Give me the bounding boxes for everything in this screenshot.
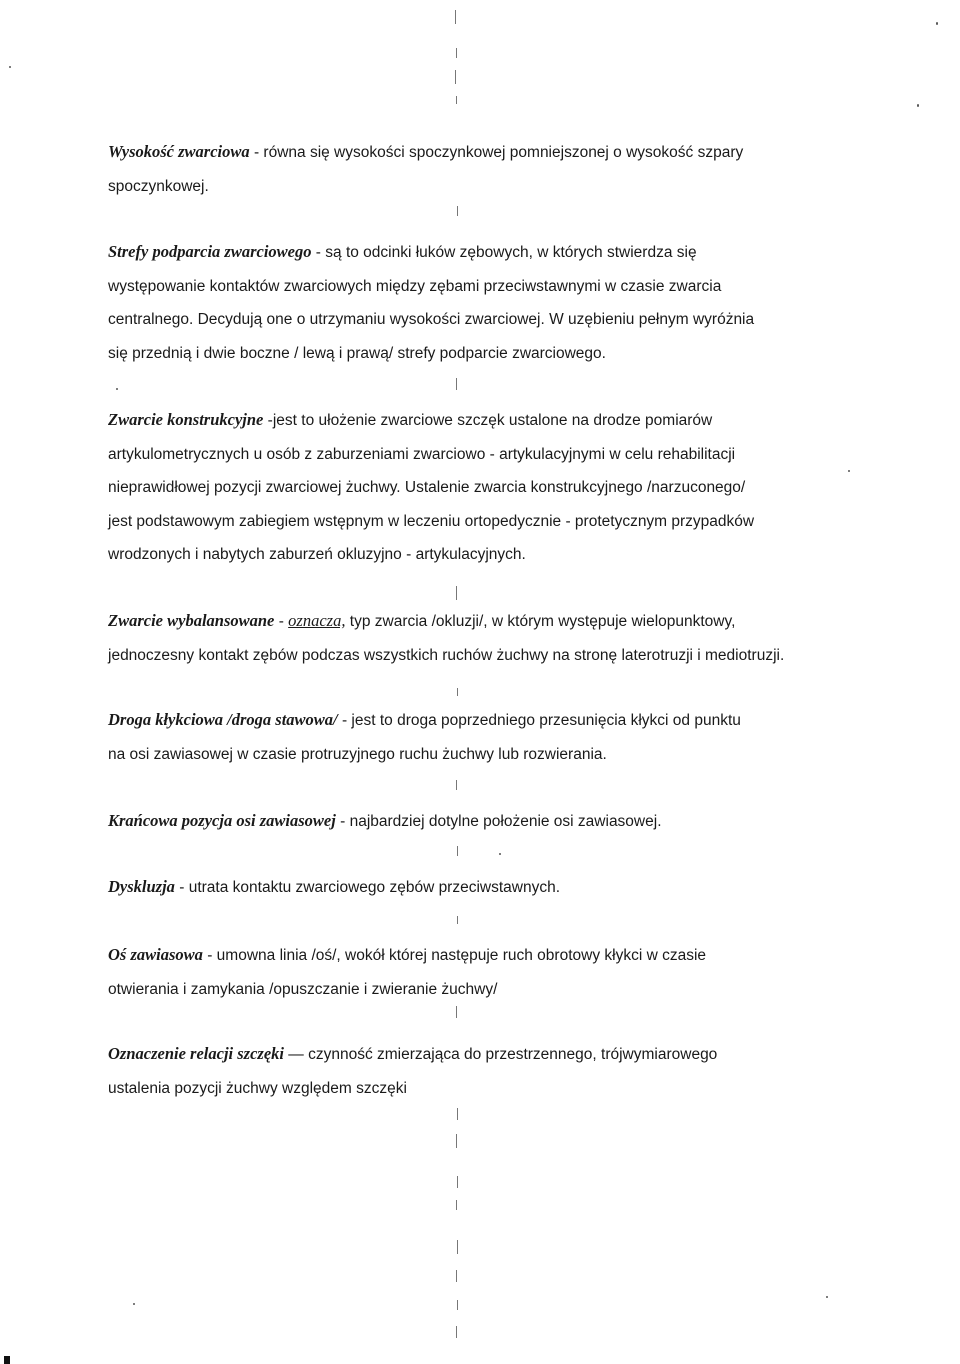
scan-artifact: [133, 1303, 135, 1305]
scan-artifact: [116, 388, 118, 390]
scan-artifact: [456, 48, 457, 58]
definition-term: Oznaczenie relacji szczęki: [108, 1044, 284, 1063]
definition-line: [108, 938, 898, 973]
definition-line: wrodzonych i nabytych zaburzeń okluzyjno - artykulacyjnych.: [108, 546, 526, 563]
scan-artifact: [456, 378, 457, 390]
definition-term: Droga kłykciowa /droga stawowa/: [108, 710, 338, 729]
scan-artifact: [455, 10, 456, 24]
scan-artifact: [848, 470, 850, 472]
scan-artifact: [456, 1134, 457, 1148]
definition-line: [108, 135, 898, 170]
definition-line: [108, 235, 898, 270]
scan-artifact: [457, 688, 458, 696]
definition-line: na osi zawiasowej w czasie protruzyjnego ruchu żuchwy lub rozwierania.: [108, 745, 607, 763]
definition-text: — czynność zmierzająca do przestrzennego, trójwymiarowego: [283, 1046, 718, 1063]
scan-artifact: [936, 22, 938, 25]
definition-os-zawiasowa: [108, 938, 898, 1006]
scan-artifact: [457, 1240, 458, 1254]
scan-artifact: [456, 1006, 457, 1018]
definition-term: Krańcowa pozycja osi zawiasowej: [108, 811, 336, 830]
scan-artifact: [917, 104, 919, 107]
definition-text: - utrata kontaktu zwarciowego zębów przeciwstawnych.: [174, 879, 561, 896]
definition-text: typ zwarcia /okluzji/, w którym występuje wielopunktowy,: [345, 613, 736, 630]
definition-term: Zwarcie konstrukcyjne: [108, 410, 264, 429]
scan-artifact: [826, 1296, 828, 1298]
definition-line: [108, 870, 898, 905]
scan-artifact: [457, 846, 458, 856]
definition-line: występowanie kontaktów zwarciowych między zębami przeciwstawnymi w czasie zwarcia: [108, 277, 722, 295]
definition-line: spoczynkowej.: [108, 177, 209, 195]
definition-line: artykulometrycznych u osób z zaburzeniami zwarciowo - artykulacyjnymi w celu rehabilitacji: [108, 445, 736, 463]
scan-artifact: [456, 1200, 457, 1210]
scan-artifact: [9, 66, 11, 68]
definition-line: [108, 703, 898, 738]
definition-line: jest podstawowym zabiegiem wstępnym w leczeniu ortopedycznie - protetycznym przypadków: [108, 512, 755, 530]
scan-artifact: [456, 96, 457, 104]
definition-text: - równa się wysokości spoczynkowej pomniejszonej o wysokość szpary: [249, 144, 744, 161]
scan-artifact: [457, 1176, 458, 1188]
definition-emphasis: oznacza,: [288, 611, 346, 630]
definition-line: [108, 1037, 898, 1072]
definition-line: [108, 804, 898, 839]
definition-line: się przednią i dwie boczne / lewą i prawą/ strefy podparcie zwarciowego.: [108, 344, 606, 362]
definition-dyskluzja: [108, 870, 898, 905]
definition-line: otwierania i zamykania /opuszczanie i zwieranie żuchwy/: [108, 980, 498, 998]
definition-text: -jest to ułożenie zwarciowe szczęk ustalone na drodze pomiarów: [263, 412, 713, 429]
definition-term: Zwarcie wybalansowane: [108, 611, 275, 630]
definition-text: - jest to droga poprzedniego przesunięcia kłykci od punktu: [337, 712, 741, 729]
definition-text: - umowna linia /oś/, wokół której następuje ruch obrotowy kłykci w czasie: [202, 947, 707, 964]
scan-artifact: [456, 780, 457, 790]
scan-artifact: [457, 1108, 458, 1120]
definition-strefy-podparcia: [108, 235, 898, 370]
definition-line: nieprawidłowej pozycji zwarciowej żuchwy. Ustalenie zwarcia konstrukcyjnego /narzuconego/: [108, 479, 746, 496]
scan-artifact: [457, 206, 458, 216]
definition-line: jednoczesny kontakt zębów podczas wszystkich ruchów żuchwy na stronę laterotruzji i mediotruzji.: [108, 646, 785, 664]
definition-line: centralnego. Decydują one o utrzymaniu wysokości zwarciowej. W uzębieniu pełnym wyróżnia: [108, 311, 755, 328]
scan-artifact: [455, 70, 456, 84]
definition-term: Strefy podparcia zwarciowego: [108, 242, 312, 261]
definition-line: ustalenia pozycji żuchwy względem szczęki: [108, 1079, 407, 1097]
definition-text: - są to odcinki łuków zębowych, w których stwierdza się: [311, 244, 697, 261]
scan-artifact: [499, 853, 501, 855]
scan-artifact: [456, 1326, 457, 1338]
definition-term: Dyskluzja: [108, 877, 175, 896]
definition-term: Wysokość zwarciowa: [108, 142, 250, 161]
scan-artifact: [456, 586, 457, 600]
definition-line: [108, 403, 898, 438]
definition-separator: -: [274, 613, 289, 630]
definition-term: Oś zawiasowa: [108, 945, 203, 964]
definition-zwarcie-konstrukcyjne: [108, 403, 898, 572]
scan-artifact: [457, 1300, 458, 1310]
definition-wysokosc-zwarciowa: [108, 135, 898, 203]
definition-zwarcie-wybalansowane: [108, 604, 898, 672]
definition-oznaczenie-relacji: [108, 1037, 898, 1105]
scan-artifact: [4, 1356, 10, 1364]
definition-line: [108, 604, 898, 639]
scan-artifact: [456, 1270, 457, 1282]
definition-krancowa-pozycja: [108, 804, 898, 839]
definition-droga-klykciowa: [108, 703, 898, 771]
definition-text: - najbardziej dotylne położenie osi zawiasowej.: [335, 813, 662, 830]
scan-artifact: [457, 916, 458, 924]
